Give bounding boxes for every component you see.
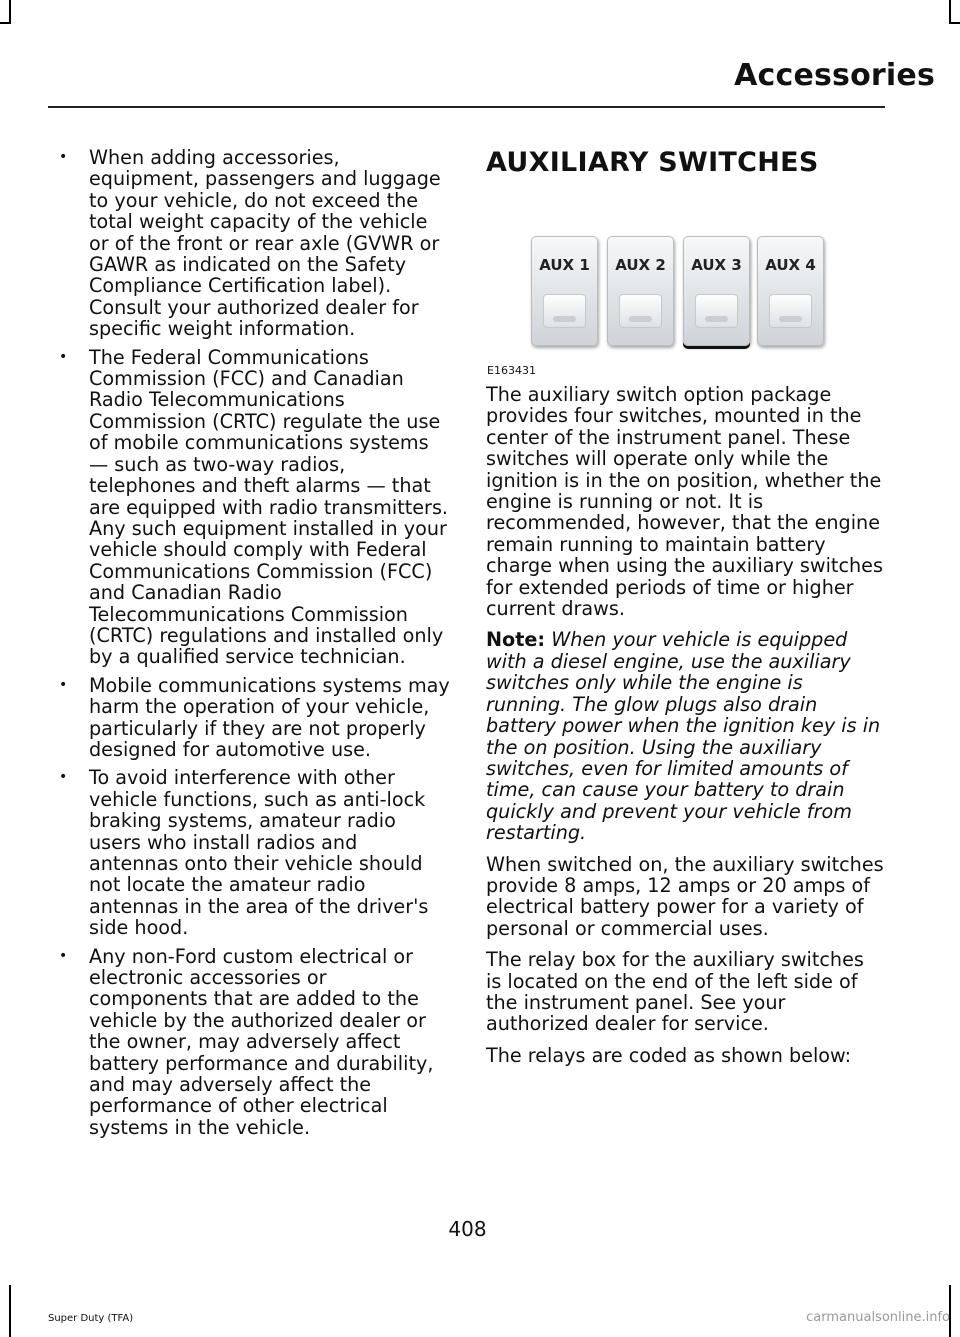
aux-switch-label: AUX 4 bbox=[765, 256, 816, 274]
crop-mark-top-left bbox=[9, 0, 11, 24]
note-label: Note: bbox=[486, 628, 546, 652]
rocker-icon bbox=[543, 294, 586, 328]
crop-mark-top-left-h bbox=[0, 22, 11, 24]
header-divider bbox=[48, 106, 885, 108]
paragraph: The relay box for the auxiliary switches is located on the end of the left side of the instrument panel. See your authorized dealer for service. bbox=[486, 948, 864, 1036]
aux-switch-3 bbox=[683, 236, 750, 346]
paragraph: The auxiliary switch option package provides four switches, mounted in the center of the instrument panel. These switches will operate only while the ignition is in the on position, whether the engine is running or not. It is recommended, however, that the engine remain running to maintain battery charge when using the auxiliary switches for extended periods of time or higher current draws. bbox=[486, 383, 883, 621]
rocker-slot-icon bbox=[629, 316, 652, 322]
page-number: 408 bbox=[448, 1217, 487, 1241]
auxiliary-switches-figure bbox=[531, 236, 828, 348]
aux-switch-4 bbox=[757, 236, 824, 346]
footer-watermark: carmanualsonline.info bbox=[806, 1310, 950, 1325]
crop-mark-top-right bbox=[949, 0, 951, 24]
rocker-icon bbox=[695, 294, 738, 328]
bullet-item: • Any non-Ford custom electrical or electronic accessories or components that are added to the vehicle by the authorized dealer or the owner, may adversely affect battery performance and durability, and may adversely affect the performance of other electrical systems in the vehicle. bbox=[58, 946, 450, 1139]
aux-switch-label: AUX 1 bbox=[539, 256, 590, 274]
footer-doc-title: Super Duty (TFA) bbox=[48, 1313, 134, 1324]
rocker-slot-icon bbox=[553, 316, 576, 322]
right-column bbox=[486, 384, 884, 1076]
rocker-icon bbox=[769, 294, 812, 328]
bullet-item: • When adding accessories, equipment, passengers and luggage to your vehicle, do not exceed the total weight capacity of the vehicle or of the front or rear axle (GVWR or GAWR as indicated on the Safety Compliance Certification label). Consult your authorized dealer for specific weight information. bbox=[58, 147, 450, 340]
crop-mark-bottom-left bbox=[9, 1285, 11, 1337]
figure-id: E163431 bbox=[487, 364, 536, 377]
crop-mark-top-right-h bbox=[949, 22, 960, 24]
bullet-item: • The Federal Communications Commission (FCC) and Canadian Radio Telecommunications Commission (CRTC) regulate the use of mobile communications systems — such as two-way radios, telephones and theft alarms — that are equipped with radio transmitters. Any such equipment installed in your vehicle should comply with Federal Communications Commission (FCC) and Canadian Radio Telecommunications Commission (CRTC) regulations and installed only by a qualified service technician. bbox=[58, 347, 450, 668]
rocker-icon bbox=[619, 294, 662, 328]
aux-switch-label: AUX 3 bbox=[691, 256, 742, 274]
aux-switch-label: AUX 2 bbox=[615, 256, 666, 274]
rocker-slot-icon bbox=[779, 316, 802, 322]
bullet-item: • Mobile communications systems may harm the operation of your vehicle, particularly if they are not properly designed for automotive use. bbox=[58, 675, 450, 761]
note-paragraph bbox=[486, 629, 884, 843]
aux-switch-1 bbox=[531, 236, 598, 346]
paragraph: When switched on, the auxiliary switches provide 8 amps, 12 amps or 20 amps of electrical battery power for a variety of personal or commercial uses. bbox=[486, 852, 884, 940]
page-header-title: Accessories bbox=[734, 58, 935, 93]
left-column bbox=[58, 147, 450, 1145]
section-heading: AUXILIARY SWITCHES bbox=[486, 147, 819, 178]
paragraph: The relays are coded as shown below: bbox=[486, 1043, 852, 1067]
aux-switch-2 bbox=[607, 236, 674, 346]
bullet-list bbox=[58, 147, 450, 1138]
rocker-slot-icon bbox=[705, 316, 728, 322]
note-text: When your vehicle is equipped with a diesel engine, use the auxiliary switches only while the engine is running. The glow plugs also drain battery power when the ignition key is in the on position. Using the auxiliary switches, even for limited amounts of time, can cause your battery to drain quickly and prevent your vehicle from restarting. bbox=[486, 628, 881, 845]
bullet-item: • To avoid interference with other vehicle functions, such as anti-lock braking systems, amateur radio users who install radios and antennas onto their vehicle should not locate the amateur radio antennas in the area of the driver's side hood. bbox=[58, 767, 450, 938]
